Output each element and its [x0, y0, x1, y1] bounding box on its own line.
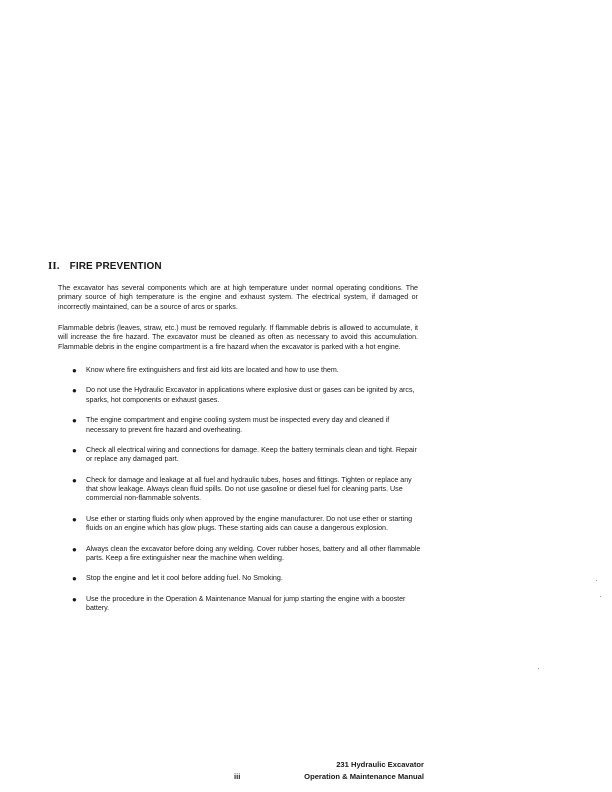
bullet-icon: ● — [72, 475, 77, 485]
list-item-text: Do not use the Hydraulic Excavator in applications where explosive dust or gases can be ignited by arcs, sparks, hot components or exhaust gases. — [86, 386, 415, 404]
list-item-text: Check for damage and leakage at all fuel and hydraulic tubes, hoses and fittings. Tighten or replace any that show leakage. Always clean fluid spills. Do not use gasoline or diesel fuel for cleaning parts. Use commercial non-flammable solvents. — [86, 475, 412, 503]
list-item — [58, 595, 423, 614]
list-item — [58, 366, 423, 375]
debris-paragraph: Flammable debris (leaves, straw, etc.) must be removed regularly. If flammable debris is allowed to accumulate, it will increase the fire hazard. The excavator must be cleaned as often as necessary to avoid this accumulation. Flammable debris in the engine compartment is a fire hazard when the excavator is parked with a hot engine. — [58, 324, 418, 351]
section-heading — [48, 260, 162, 272]
bullet-icon: ● — [72, 574, 77, 584]
bullet-icon: ● — [72, 514, 77, 524]
list-item-text: The engine compartment and engine cooling system must be inspected every day and cleaned if necessary to prevent fire hazard and overheating. — [86, 416, 390, 434]
intro-paragraph: The excavator has several components which are at high temperature under normal operating conditions. The primary source of high temperature is the engine and exhaust system. The electrical system, if damaged or incorrectly maintained, can be a source of arcs or sparks. — [58, 284, 418, 311]
bullet-icon: ● — [72, 366, 77, 375]
precautions-list — [58, 366, 423, 625]
footer-title-line1: 231 Hydraulic Excavator — [336, 760, 424, 769]
list-item-text: Use ether or starting fluids only when approved by the engine manufacturer. Do not use ether or starting fluids on an engine which has glow plugs. These starting aids can cause a dangerous explosion. — [86, 514, 413, 533]
bullet-icon: ● — [72, 594, 77, 604]
footer-title-line2: Operation & Maintenance Manual — [304, 772, 424, 781]
list-item-text: Use the procedure in the Operation & Maintenance Manual for jump starting the engine with a booster battery. — [86, 594, 406, 613]
list-item-text: Know where fire extinguishers and first aid kits are located and how to use them. — [86, 366, 339, 374]
page-number: iii — [234, 772, 241, 781]
list-item-text: Stop the engine and let it cool before adding fuel. No Smoking. — [86, 574, 283, 583]
bullet-icon: ● — [72, 446, 77, 456]
list-item — [58, 545, 423, 564]
bullet-icon: ● — [72, 386, 77, 396]
list-item — [58, 574, 423, 583]
list-item — [58, 386, 423, 405]
bullet-icon: ● — [72, 416, 77, 426]
list-item — [58, 446, 423, 465]
scan-speck — [538, 668, 539, 669]
scan-speck — [596, 580, 597, 581]
list-item-text: Check all electrical wiring and connections for damage. Keep the battery terminals clean and tight. Repair or replace any damaged part. — [86, 446, 417, 464]
list-item — [58, 476, 423, 504]
section-title: FIRE PREVENTION — [69, 261, 162, 272]
list-item-text: Always clean the excavator before doing any welding. Cover rubber hoses, battery and all other flammable parts. Keep a fire extinguisher near the machine when welding. — [86, 544, 421, 562]
bullet-icon: ● — [72, 544, 77, 554]
section-number: II. — [48, 260, 60, 272]
scan-speck — [600, 596, 601, 597]
list-item — [58, 515, 423, 534]
list-item — [58, 416, 423, 435]
